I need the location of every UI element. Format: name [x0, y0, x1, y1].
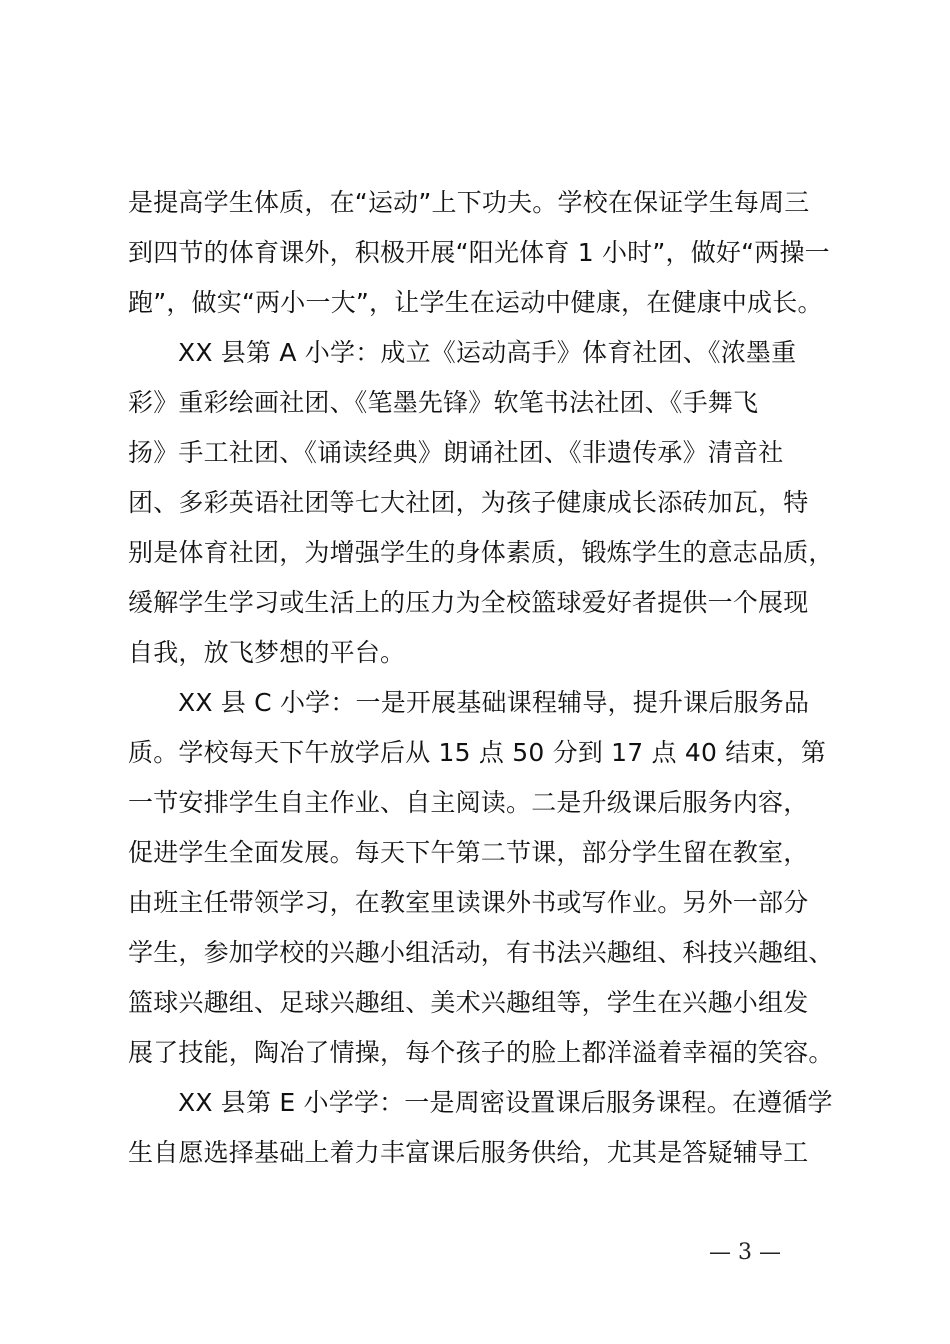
text-line: 跑”，做实“两小一大”，让学生在运动中健康，在健康中成长。 [128, 288, 823, 317]
text-line: 一节安排学生自主作业、自主阅读。二是升级课后服务内容， [128, 788, 809, 817]
paragraph-start-line: XX 县第 A 小学：成立《运动高手》体育社团、《浓墨重 [178, 338, 797, 367]
text-line: 是提高学生体质，在“运动”上下功夫。学校在保证学生每周三 [128, 188, 810, 217]
text-line: 缓解学生学习或生活上的压力为全校篮球爱好者提供一个展现 [128, 588, 809, 617]
text-line: 生自愿选择基础上着力丰富课后服务供给，尤其是答疑辅导工 [128, 1138, 809, 1167]
text-line: 质。学校每天下午放学后从 15 点 50 分到 17 点 40 结束，第 [128, 738, 827, 767]
text-line: 团、多彩英语社团等七大社团，为孩子健康成长添砖加瓦，特 [128, 488, 809, 517]
text-line: 促进学生全面发展。每天下午第二节课，部分学生留在教室， [128, 838, 809, 867]
text-line: 展了技能，陶冶了情操，每个孩子的脸上都洋溢着幸福的笑容。 [128, 1038, 834, 1067]
paragraph-start-line: XX 县第 E 小学学：一是周密设置课后服务课程。在遵循学 [178, 1088, 833, 1117]
text-line: 篮球兴趣组、足球兴趣组、美术兴趣组等，学生在兴趣小组发 [128, 988, 809, 1017]
text-line: 别是体育社团，为增强学生的身体素质，锻炼学生的意志品质， [128, 538, 834, 567]
page-number: — 3 — [709, 1240, 781, 1265]
text-line: 彩》重彩绘画社团、《笔墨先锋》软笔书法社团、《手舞飞 [128, 388, 759, 417]
text-line: 扬》手工社团、《诵读经典》朗诵社团、《非遗传承》清音社 [128, 438, 784, 467]
paragraph-start-line: XX 县 C 小学：一是开展基础课程辅导，提升课后服务品 [178, 688, 810, 717]
text-line: 由班主任带领学习，在教室里读课外书或写作业。另外一部分 [128, 888, 809, 917]
text-line: 到四节的体育课外，积极开展“阳光体育 1 小时”，做好“两操一 [128, 238, 830, 267]
text-line: 自我，放飞梦想的平台。 [128, 638, 406, 667]
text-line: 学生，参加学校的兴趣小组活动，有书法兴趣组、科技兴趣组、 [128, 938, 834, 967]
